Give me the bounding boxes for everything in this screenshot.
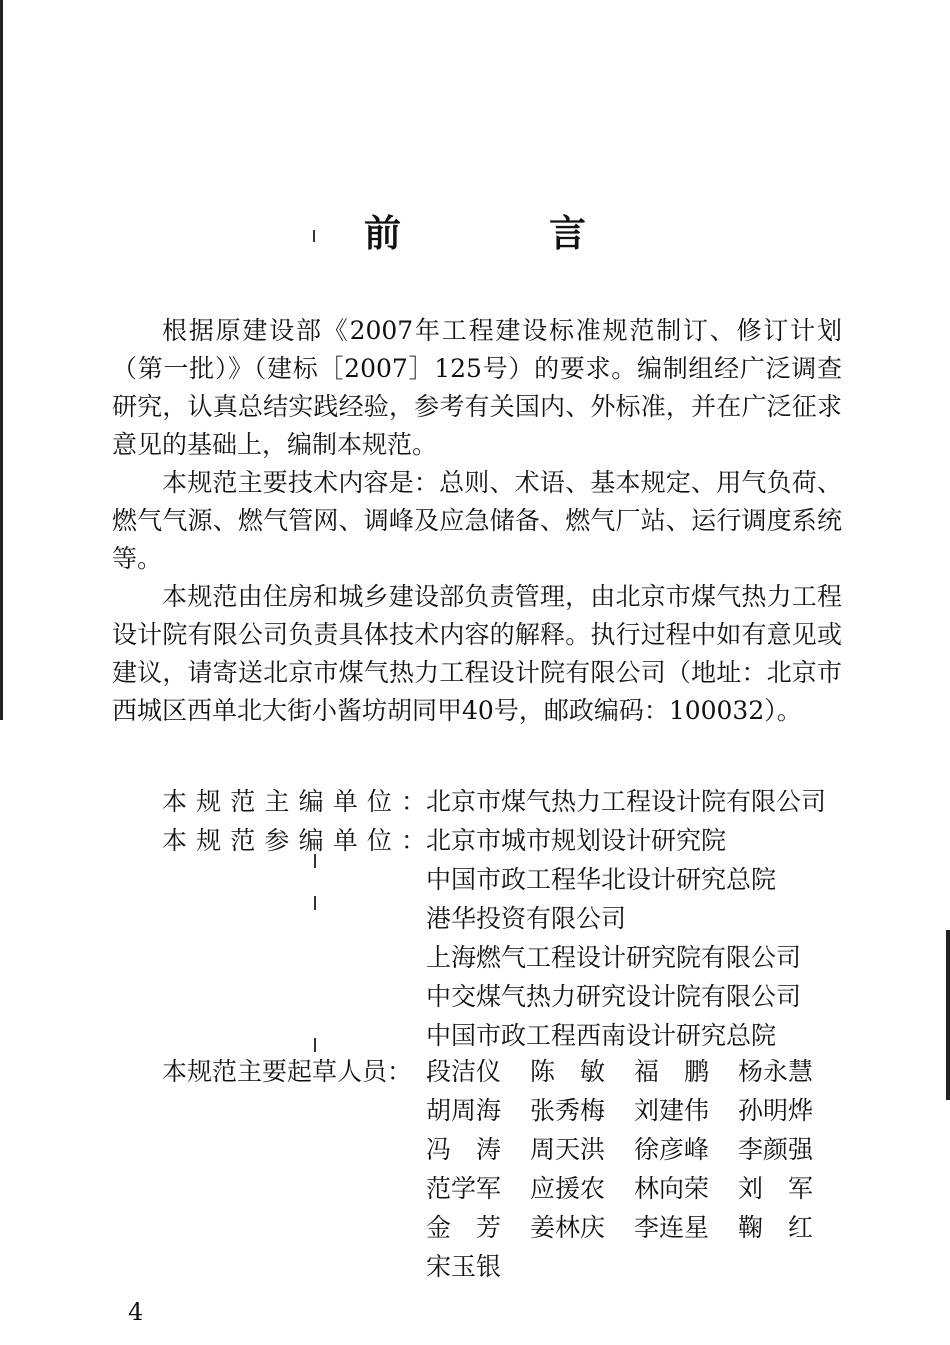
drafter-name: 鞠 红 [738, 1213, 814, 1242]
label-char: 参 [264, 826, 290, 855]
drafter-names [426, 1052, 842, 1286]
label-char: 本 [162, 787, 188, 816]
scan-edge-right [946, 930, 950, 1100]
drafters-section [162, 1052, 842, 1286]
drafter-name: 陈 敏 [530, 1057, 606, 1086]
chief-unit-row [162, 782, 826, 821]
paragraph-3: 本规范由住房和城乡建设部负责管理，由北京市煤气热力工程设计院有限公司负责具体技术内容的解释。执行过程中如有意见或建议，请寄送北京市煤气热力工程设计院有限公司（地址：北京市西城区西单北大街小酱坊胡同甲40号，邮政编码：100032）。 [112, 582, 842, 725]
label-char: 编 [298, 787, 324, 816]
participating-unit-name: 北京市城市规划设计研究院 [426, 826, 727, 855]
label-char: 单 [332, 787, 358, 816]
label-char: 编 [298, 826, 324, 855]
page-title: 前 言 [364, 211, 642, 255]
participating-unit-name: 中国市政工程华北设计研究总院 [426, 865, 777, 894]
page-number: 4 [128, 1298, 144, 1326]
label-char: 位 [366, 787, 392, 816]
drafter-name: 李颜强 [738, 1135, 814, 1164]
label-char: 主 [264, 787, 290, 816]
drafter-name: 应援农 [530, 1174, 606, 1203]
drafter-name: 冯 涛 [426, 1135, 502, 1164]
drafter-name: 张秀梅 [530, 1096, 606, 1125]
participating-unit-row [162, 821, 826, 860]
label-char: ： [400, 826, 426, 855]
label-char: 范 [230, 787, 256, 816]
drafter-name: 姜林庆 [530, 1213, 606, 1242]
scan-edge-left [0, 0, 3, 720]
participating-unit-label [162, 821, 426, 860]
drafters-label: 本规范主要起草人员： [162, 1057, 413, 1086]
participating-unit-name: 中交煤气热力研究设计院有限公司 [426, 982, 802, 1011]
drafter-name: 徐彦峰 [634, 1135, 710, 1164]
label-char: 范 [230, 826, 256, 855]
label-char: ： [400, 787, 426, 816]
paragraph-1: 根据原建设部《2007年工程建设标准规范制订、修订计划（第一批）》（建标［2007］125号）的要求。编制组经广泛调查研究，认真总结实践经验，参考有关国内、外标准，并在广泛征求意见的基础上，编制本规范。 [112, 316, 842, 459]
participating-unit-name: 港华投资有限公司 [426, 904, 627, 933]
chief-unit-name: 北京市煤气热力工程设计院有限公司 [426, 787, 827, 816]
units-section [162, 782, 826, 1055]
participating-unit-name: 中国市政工程西南设计研究总院 [426, 1021, 777, 1050]
drafter-name: 刘 军 [738, 1174, 814, 1203]
drafter-name: 范学军 [426, 1174, 502, 1203]
chief-unit-label [162, 782, 426, 821]
label-char: 本 [162, 826, 188, 855]
drafter-name: 段洁仪 [426, 1057, 502, 1086]
paragraph-2: 本规范主要技术内容是：总则、术语、基本规定、用气负荷、燃气气源、燃气管网、调峰及应急储备、燃气厂站、运行调度系统等。 [112, 468, 842, 573]
drafter-name: 周天洪 [530, 1135, 606, 1164]
drafter-name: 李连星 [634, 1213, 710, 1242]
participating-unit-name: 上海燃气工程设计研究院有限公司 [426, 943, 802, 972]
label-char: 规 [196, 826, 222, 855]
label-char: 位 [366, 826, 392, 855]
drafter-name: 杨永慧 [738, 1057, 814, 1086]
drafter-name: 宋玉银 [426, 1252, 502, 1281]
preface-body [112, 312, 842, 730]
drafter-name: 刘建伟 [634, 1096, 710, 1125]
drafter-name: 孙明烨 [738, 1096, 814, 1125]
drafter-name: 福 鹏 [634, 1057, 710, 1086]
drafter-name: 金 芳 [426, 1213, 502, 1242]
label-char: 规 [196, 787, 222, 816]
drafter-name: 林向荣 [634, 1174, 710, 1203]
label-char: 单 [332, 826, 358, 855]
drafter-name: 胡周海 [426, 1096, 502, 1125]
